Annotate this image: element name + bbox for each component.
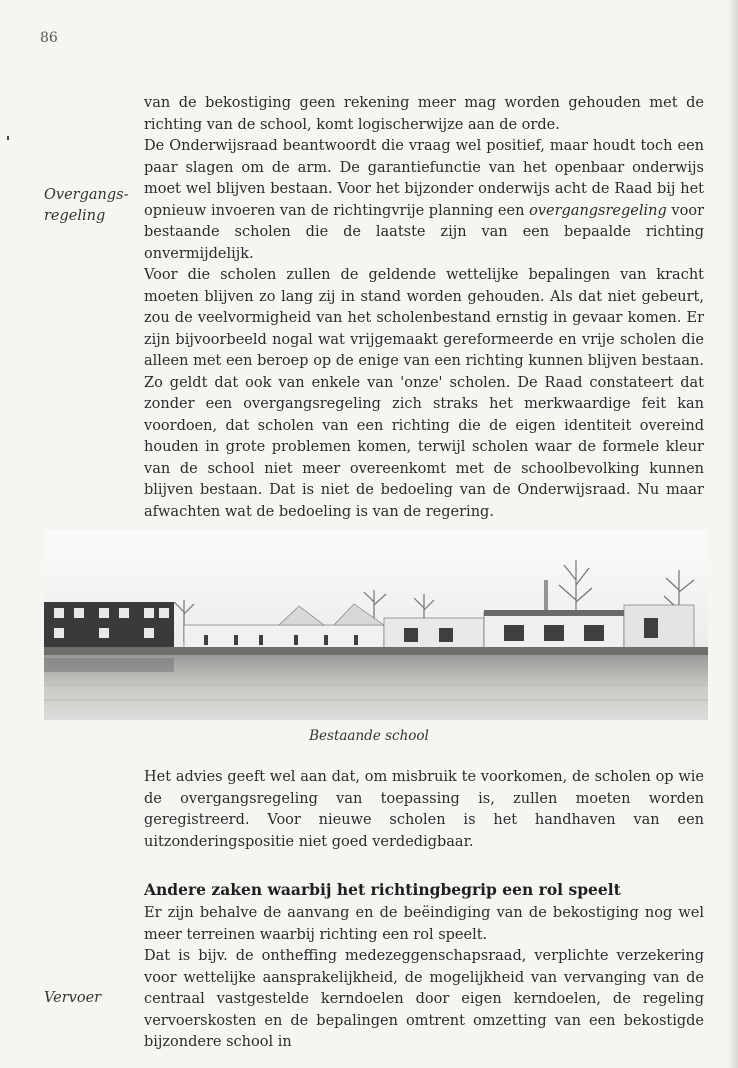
- body-text-top: [144, 93, 704, 523]
- paragraph: Voor die scholen zullen de geldende wettelijke bepalingen van kracht moeten blijven zo lang zij in stand worden gehouden. Als dat niet gebeurt, zou de veelvormigheid van het scholenbestand ernstig in gevaar komen. Er zijn bijvoorbeeld nogal wat vrijgemaakt gereformeerde en vrije scholen die alleen met een beroep op de enige van een richting kunnen blijven bestaan. Zo geldt dat ook van enkele van 'onze' scholen. De Raad constateert dat zonder een overgangsregeling zich straks het merkwaardige feit kan voordoen, dat scholen van een richting die de eigen identiteit overeind houden in grote problemen komen, terwijl scholen waar de formele kleur van de school niet meer overeenkomt met de schoolbevolking kunnen blijven bestaan. Dat is niet de bedoeling van de Onderwijsraad. Nu maar afwachten wat de bedoeling is van de regering.: [144, 267, 704, 520]
- page-edge-shadow: [728, 0, 738, 1068]
- page-number: 86: [40, 30, 58, 46]
- section-heading: Andere zaken waarbij het richtingbegrip een rol speelt: [144, 880, 621, 899]
- body-text-middle: [144, 767, 704, 853]
- margin-note-vervoer: Vervoer: [44, 990, 102, 1006]
- scan-mark: [7, 136, 9, 140]
- paragraph: Er zijn behalve de aanvang en de beëindiging van de bekostiging nog wel meer terreinen waarbij richting een rol speelt.: [144, 905, 704, 943]
- school-photo: [44, 530, 708, 720]
- emphasis: overgangsregeling: [529, 202, 667, 219]
- paragraph: De Onderwijsraad beantwoordt die vraag wel positief, maar houdt toch een paar slagen om de arm. De garantiefunctie van het openbaar onderwijs moet wel blijven bestaan. Voor het bijzonder onderwijs acht de Raad bij het opnieuw invoeren van de richtingvrije planning een overgangsregeling voor bestaande scholen die de laatste zijn van een bepaalde richting onvermijdelijk.: [144, 138, 704, 262]
- margin-note-line: regeling: [44, 208, 106, 224]
- paragraph: Het advies geeft wel aan dat, om misbruik te voorkomen, de scholen op wie de overgangsregeling van toepassing is, zullen moeten worden geregistreerd. Voor nieuwe scholen is het handhaven van een uitzonderingspositie niet goed verdedigbaar.: [144, 769, 704, 850]
- paragraph: Dat is bijv. de ontheffing medezeggenschapsraad, verplichte verzekering voor wettelijke aansprakelijkheid, de mogelijkheid van vervanging van de centraal vastgestelde kerndoelen door eigen kerndoelen, de regeling vervoerskosten en de bepalingen omtrent omzetting van een bekostigde bijzondere school in: [144, 948, 704, 1050]
- paragraph: van de bekostiging geen rekening meer mag worden gehouden met de richting van de school, komt logischerwijze aan de orde.: [144, 95, 704, 133]
- body-text-bottom: [144, 903, 704, 1054]
- figure-caption: Bestaande school: [309, 728, 429, 744]
- margin-note-overgangsregeling: [44, 185, 128, 227]
- margin-note-line: Overgangs-: [44, 187, 129, 203]
